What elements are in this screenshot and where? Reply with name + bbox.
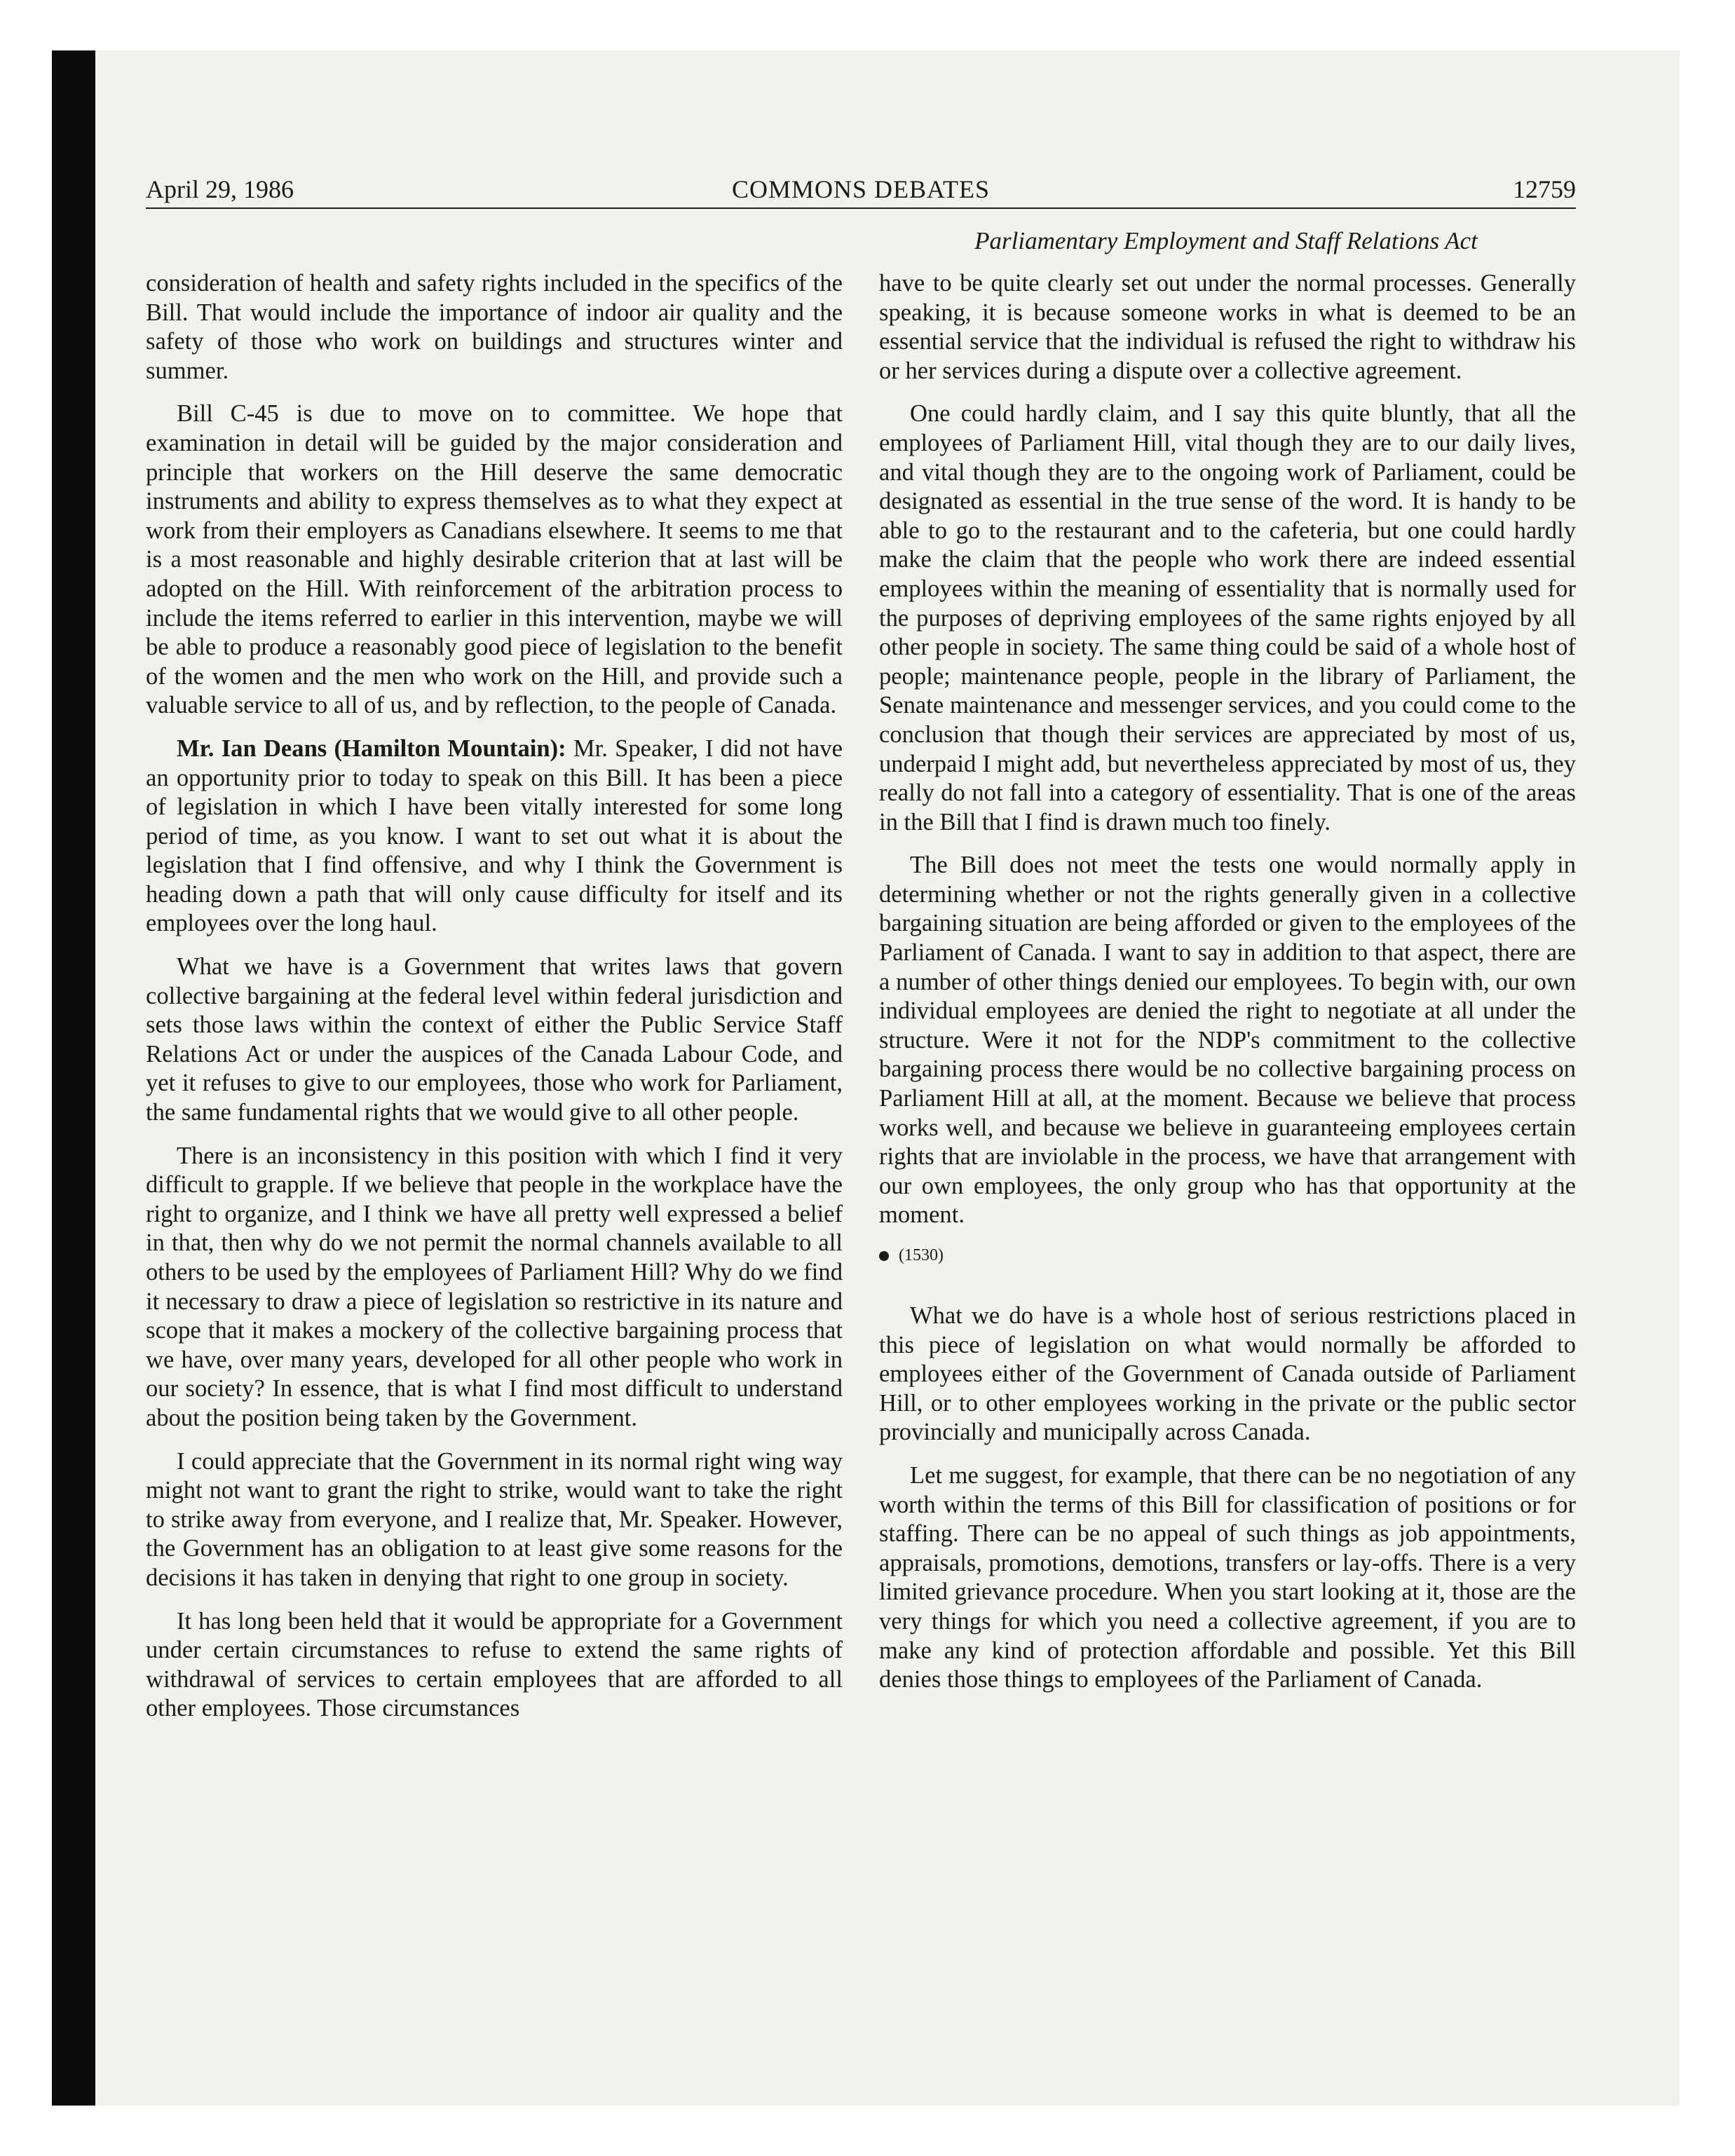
paragraph: consideration of health and safety rights included in the specifics of the Bill. That would include the importance of indoor air quality and the safety of those who work on buildings and structures winter and summer.	[146, 270, 843, 384]
paragraph: There is an inconsistency in this position with which I find it very difficult to grapple. If we believe that people in the workplace have the right to organize, and I think we have all pretty well expressed a belief in that, then why do we not permit the normal channels available to all others to be used by the employees of Parliament Hill? Why do we find it necessary to draw a piece of legislation so restrictive in its nature and scope that it makes a mockery of the collective bargaining process that we have, over many years, developed for all other people who work in our society? In essence, that is what I find most difficult to understand about the position being taken by the Government.	[146, 1142, 843, 1431]
paragraph: What we do have is a whole host of serious restrictions placed in this piece of legislation on what would normally be afforded to employees either of the Government of Canada outside of Parliament Hill, or to other employees working in the private or the public sector provincially and municipally across Canada.	[879, 1302, 1576, 1446]
speaker-name: Mr. Ian Deans (Hamilton Mountain):	[177, 735, 566, 762]
paragraph: It has long been held that it would be appropriate for a Government under certain circumstances to refuse to extend the same rights of withdrawal of services to certain employees that are afforded to all other employees. Those circumstances	[146, 1607, 843, 1722]
running-title: Parliamentary Employment and Staff Relations Act	[974, 227, 1478, 254]
bullet-icon	[879, 1251, 889, 1261]
paragraph: have to be quite clearly set out under the normal processes. Generally speaking, it is because someone works in what is deemed to be an essential service that the individual is refused the right to withdraw his or her services during a dispute over a collective agreement.	[879, 270, 1576, 384]
paragraph: I could appreciate that the Government in its normal right wing way might not want to grant the right to strike, would want to take the right to strike away from everyone, and I realize that, Mr. Speaker. However, the Government has an obligation to at least give some reasons for the decisions it has taken in denying that right to one group in society.	[146, 1447, 843, 1591]
time-marker	[879, 1244, 1576, 1267]
time-marker-text: (1530)	[899, 1246, 944, 1264]
header-rule	[146, 207, 1576, 209]
header-page-number: 12759	[1513, 175, 1576, 203]
paragraph: The Bill does not meet the tests one would normally apply in determining whether or not the rights generally given in a collective bargaining situation are being afforded or given to the employees of the Parliament of Canada. I want to say in addition to that aspect, there are a number of other things denied our employees. To begin with, our own individual employees are denied the right to negotiate at all under the structure. Were it not for the NDP's commitment to the collective bargaining process there would be no collective bargaining process on Parliament Hill at all, at the moment. Because we believe that process works well, and because we believe in guaranteeing employees certain rights that are inviolable in the process, we have that arrangement with our own employees, the only group who has that opportunity at the moment.	[879, 852, 1576, 1229]
paragraph: Bill C-45 is due to move on to committee. We hope that examination in detail will be guided by the major consideration and principle that workers on the Hill deserve the same democratic instruments and ability to express themselves as to what they expect at work from their employers as Canadians elsewhere. It seems to me that is a most reasonable and highly desirable criterion that at last will be adopted on the Hill. With reinforcement of the arbitration process to include the items referred to earlier in this intervention, maybe we will be able to produce a reasonably good piece of legislation to the benefit of the women and the men who work on the Hill, and provide such a valuable service to all of us, and by reflection, to the people of Canada.	[146, 400, 843, 719]
right-column	[879, 269, 1576, 1709]
header-date: April 29, 1986	[146, 175, 294, 203]
left-column	[146, 269, 843, 1738]
paragraph: What we have is a Government that writes laws that govern collective bargaining at the federal level within federal jurisdiction and sets those laws within the context of either the Public Service Staff Relations Act or under the auspices of the Canada Labour Code, and yet it refuses to give to our employees, those who work for Parliament, the same fundamental rights that we would give to all other people.	[146, 953, 843, 1126]
paragraph-speech	[146, 735, 843, 939]
speech-text: Mr. Speaker, I did not have an opportunity prior to today to speak on this Bill. It has been a piece of legislation in which I have been vitally interested for some long period of time, as you know. I want to set out what it is about the legislation that I find offensive, and why I think the Government is heading down a path that will only cause difficulty for itself and its employees over the long haul.	[146, 735, 843, 937]
scan-border	[52, 50, 95, 2106]
page-header	[146, 172, 1576, 206]
header-publication: COMMONS DEBATES	[731, 175, 991, 203]
paragraph: One could hardly claim, and I say this quite bluntly, that all the employees of Parliament Hill, vital though they are to our daily lives, and vital though they are to the ongoing work of Parliament, could be designated as essential in the true sense of the word. It is handy to be able to go to the restaurant and to the cafeteria, but one could hardly make the claim that the people who work there are indeed essential employees within the meaning of essentiality that is normally used for the purposes of depriving employees of the same rights enjoyed by all other people in society. The same thing could be said of a whole host of people; maintenance people, people in the library of Parliament, the Senate maintenance and messenger services, and you could come to the conclusion that though their services are appreciated by most of us, underpaid I might add, but nevertheless appreciated by most of us, they really do not fall into a category of essentiality. That is one of the areas in the Bill that I find is drawn much too finely.	[879, 400, 1576, 835]
paragraph: Let me suggest, for example, that there can be no negotiation of any worth within the terms of this Bill for classification of positions or for staffing. There can be no appeal of such things as job appointments, appraisals, promotions, demotions, transfers or lay-offs. There is a very limited grievance procedure. When you start looking at it, those are the very things for which you need a collective agreement, if you are to make any kind of protection affordable and possible. Yet this Bill denies those things to employees of the Parliament of Canada.	[879, 1461, 1576, 1693]
